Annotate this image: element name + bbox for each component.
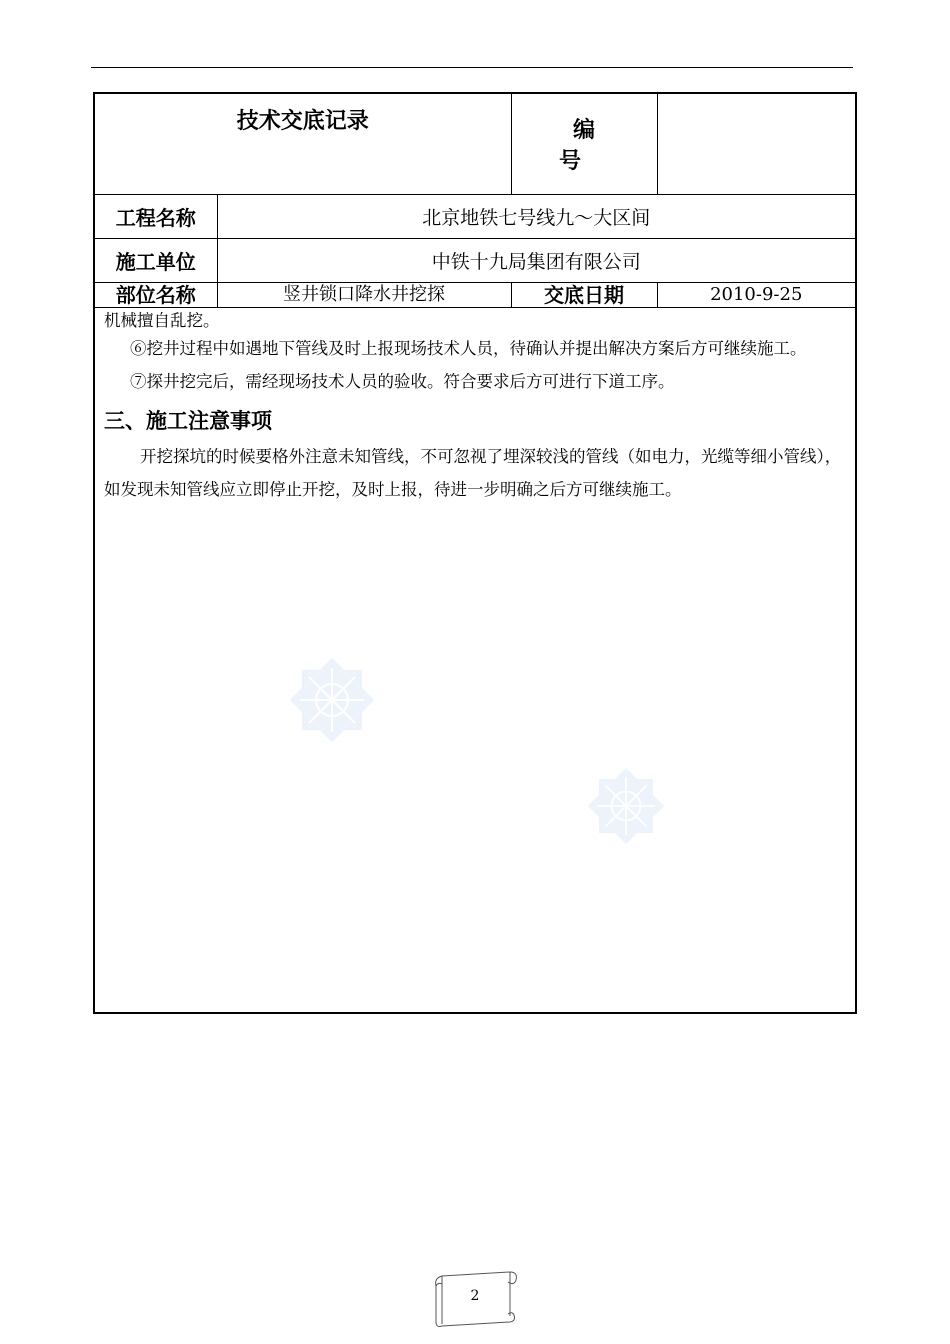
number-label: 编 号 — [511, 94, 657, 195]
project-name-label: 工程名称 — [95, 195, 217, 239]
date-value: 2010-9-25 — [657, 283, 855, 308]
location-value: 竖井锁口降水井挖探 — [217, 283, 511, 308]
watermark-logo-icon — [272, 640, 392, 760]
number-value — [657, 94, 855, 195]
content-item-7: ⑦探井挖完后，需经现场技术人员的验收。符合要求后方可进行下道工序。 — [130, 372, 675, 391]
technical-disclosure-record — [93, 92, 857, 1014]
page-footer — [430, 1266, 520, 1330]
record-content — [95, 308, 855, 506]
section-3-body: 开挖探坑的时候要格外注意未知管线，不可忽视了埋深较浅的管线（如电力，光缆等细小管线），如发现未知管线应立即停止开挖，及时上报，待进一步明确之后方可继续施工。 — [104, 447, 842, 499]
contractor-label: 施工单位 — [95, 239, 217, 283]
page-number: 2 — [470, 1288, 480, 1304]
location-label: 部位名称 — [95, 283, 217, 308]
project-name-value: 北京地铁七号线九～大区间 — [217, 195, 855, 239]
date-label: 交底日期 — [511, 283, 657, 308]
record-title-cell — [95, 94, 511, 195]
content-continuation: 机械擅自乱挖。 — [104, 311, 220, 330]
record-header-table — [95, 94, 855, 308]
record-title: 技术交底记录 — [236, 109, 369, 134]
watermark-logo-icon — [572, 752, 680, 860]
section-3-heading: 三、施工注意事项 — [104, 409, 272, 433]
content-item-6: ⑥挖井过程中如遇地下管线及时上报现场技术人员，待确认并提出解决方案后方可继续施工。 — [130, 339, 807, 358]
contractor-value: 中铁十九局集团有限公司 — [217, 239, 855, 283]
header-rule — [91, 67, 853, 68]
